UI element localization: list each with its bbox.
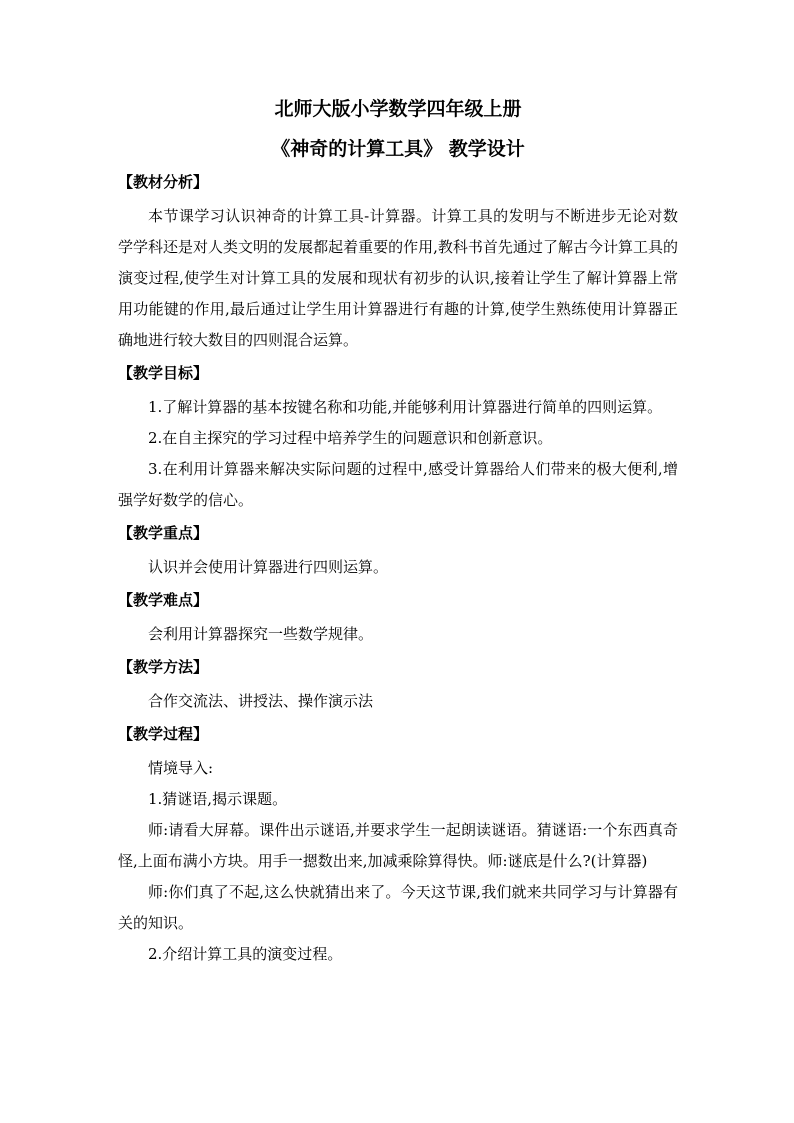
analysis-paragraph: 本节课学习认识神奇的计算工具-计算器。计算工具的发明与不断进步无论对数学学科还是对人类文明的发展都起着重要的作用,教科书首先通过了解古今计算工具的演变过程,使学生对计算工具的发展和现状有初步的认识,接着让学生了解计算器上常用功能键的作用,最后通过让学生用计算器进行有趣的计算,使学生熟练使用计算器正确地进行较大数目的四则混合运算。 <box>118 207 678 349</box>
heading-goals: 【教学目标】 <box>118 364 209 382</box>
process-item-5: 2.介绍计算工具的演变过程。 <box>148 945 343 963</box>
goal-item-3: 3.在利用计算器来解决实际问题的过程中,感受计算器给人们带来的极大便利,增强学好数学的信心。 <box>118 460 678 509</box>
goal-item-1: 1.了解计算器的基本按键名称和功能,并能够利用计算器进行简单的四则运算。 <box>148 398 663 416</box>
heading-method: 【教学方法】 <box>118 658 209 676</box>
document-title: 北师大版小学数学四年级上册 <box>274 98 522 120</box>
method-text: 合作交流法、讲授法、操作演示法 <box>148 692 374 710</box>
process-item-4: 师:你们真了不起,这么快就猜出来了。今天这节课,我们就来共同学习与计算器有关的知识。 <box>118 883 678 932</box>
process-item-1: 情境导入: <box>148 759 214 777</box>
heading-difficulty: 【教学难点】 <box>118 591 209 609</box>
document-page <box>118 95 678 970</box>
goal-item-2: 2.在自主探究的学习过程中培养学生的问题意识和创新意识。 <box>148 429 553 447</box>
heading-key-point: 【教学重点】 <box>118 524 209 542</box>
lesson-title: 《神奇的计算工具》 教学设计 <box>271 138 525 160</box>
key-point-text: 认识并会使用计算器进行四则运算。 <box>148 558 389 576</box>
process-item-2: 1.猜谜语,揭示课题。 <box>148 790 288 808</box>
process-item-3: 师:请看大屏幕。课件出示谜语,并要求学生一起朗读谜语。猜谜语:一个东西真奇怪,上面布满小方块。用手一摁数出来,加减乘除算得快。师:谜底是什么?(计算器) <box>118 821 678 870</box>
heading-process: 【教学过程】 <box>118 725 209 743</box>
difficulty-text: 会利用计算器探究一些数学规律。 <box>148 625 374 643</box>
heading-analysis: 【教材分析】 <box>118 173 209 191</box>
